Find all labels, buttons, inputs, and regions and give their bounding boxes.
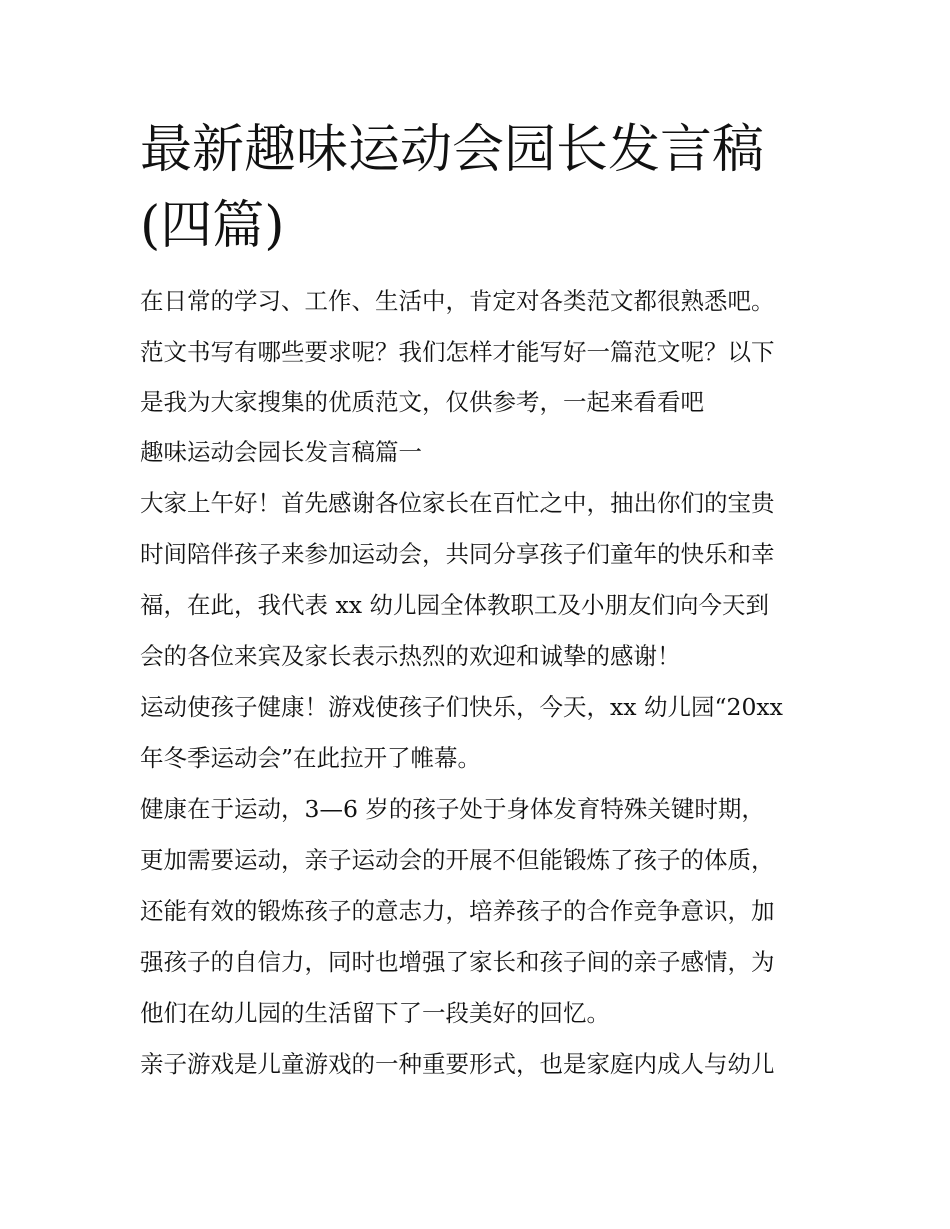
body-line-11: 他们在幼儿园的生活留下了一段美好的回忆。 (140, 999, 610, 1027)
document-title: 最新趣味运动会园长发言稿(四篇) (140, 120, 765, 256)
intro-line-1: 在日常的学习、工作、生活中，肯定对各类范文都很熟悉吧。 (140, 287, 775, 315)
body-line-8: 更加需要运动，亲子运动会的开展不但能锻炼了孩子的体质， (140, 846, 775, 874)
body-line-6: 年冬季运动会”在此拉开了帷幕。 (140, 744, 482, 772)
intro-line-3: 是我为大家搜集的优质范文，仅供参考，一起来看看吧 (140, 388, 704, 416)
body-line-4: 会的各位来宾及家长表示热烈的欢迎和诚挚的感谢！ (140, 642, 681, 670)
body-line-12: 亲子游戏是儿童游戏的一种重要形式，也是家庭内成人与幼儿 (140, 1050, 775, 1078)
body-line-5: 运动使孩子健康！游戏使孩子们快乐，今天，xx 幼儿园“20xx (140, 693, 783, 721)
body-line-10: 强孩子的自信力，同时也增强了家长和孩子间的亲子感情，为 (140, 948, 775, 976)
body-line-3: 福，在此，我代表 xx 幼儿园全体教职工及小朋友们向今天到 (140, 591, 769, 619)
section-heading-1: 趣味运动会园长发言稿篇一 (140, 438, 422, 466)
body-line-2: 时间陪伴孩子来参加运动会，共同分享孩子们童年的快乐和幸 (140, 540, 775, 568)
intro-line-2: 范文书写有哪些要求呢？我们怎样才能写好一篇范文呢？以下 (140, 338, 775, 366)
body-line-1: 大家上午好！首先感谢各位家长在百忙之中，抽出你们的宝贵 (140, 489, 775, 517)
body-line-9: 还能有效的锻炼孩子的意志力，培养孩子的合作竞争意识，加 (140, 897, 775, 925)
body-line-7: 健康在于运动，3—6 岁的孩子处于身体发育特殊关键时期， (140, 795, 765, 823)
